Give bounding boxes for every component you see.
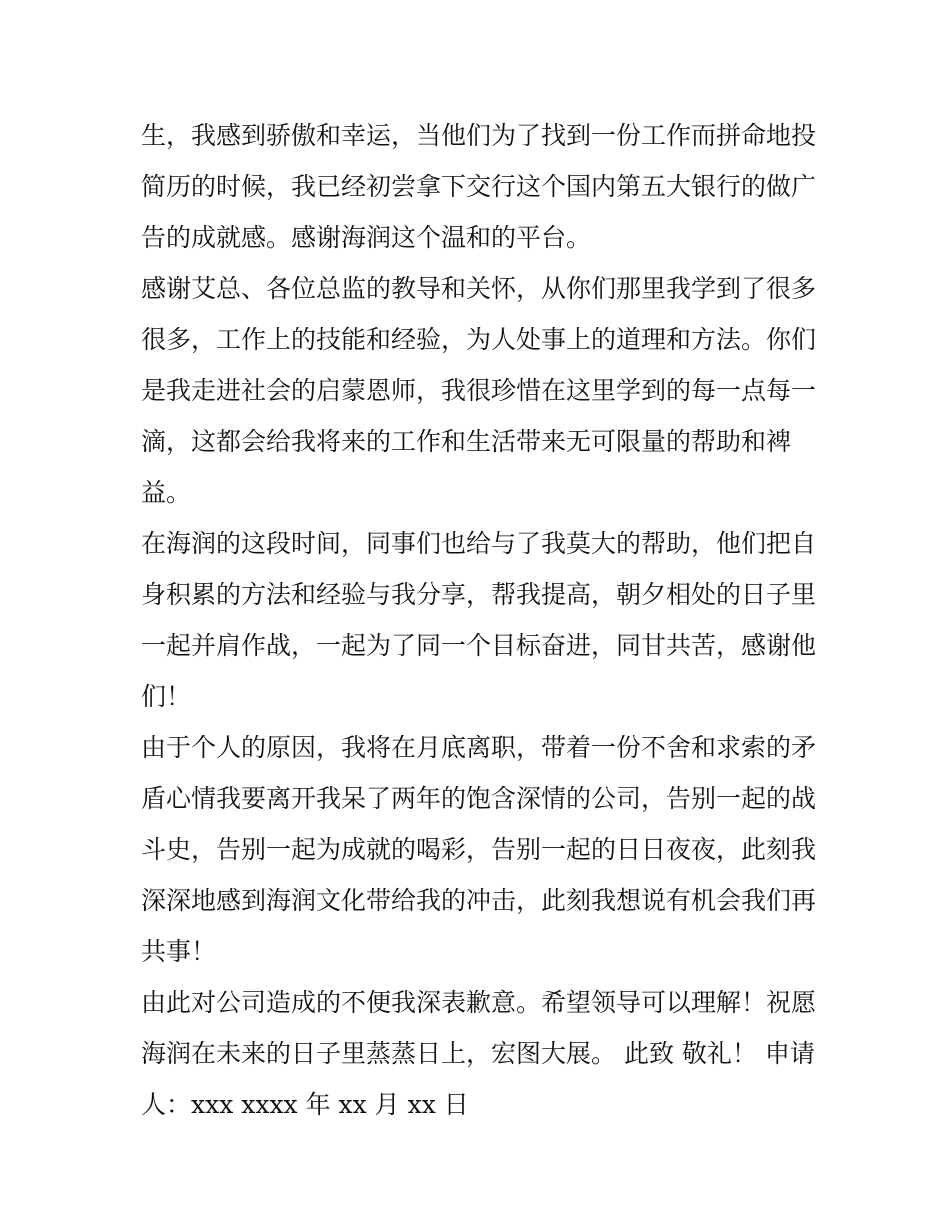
text-line: 感谢艾总、各位总监的教导和关怀，从你们那里我学到了很多 — [141, 274, 817, 303]
text-line: 滴，这都会给我将来的工作和生活带来无可限量的帮助和裨 — [141, 427, 792, 456]
text-line: 人：xxx xxxx 年 xx 月 xx 日 — [141, 1090, 469, 1119]
text-line: 深深地感到海润文化带给我的冲击，此刻我想说有机会我们再 — [141, 886, 817, 915]
text-line: 由此对公司造成的不便我深表歉意。希望领导可以理解！祝愿 — [141, 988, 817, 1017]
text-line: 一起并肩作战，一起为了同一个目标奋进，同甘共苦，感谢他 — [141, 631, 817, 660]
text-line: 简历的时候，我已经初尝拿下交行这个国内第五大银行的做广 — [141, 172, 817, 201]
text-line: 益。 — [141, 478, 192, 507]
text-line: 海润在未来的日子里蒸蒸日上，宏图大展。 此致 敬礼！ 申请 — [141, 1039, 815, 1068]
text-line: 共事！ — [141, 937, 217, 966]
text-line: 很多，工作上的技能和经验，为人处事上的道理和方法。你们 — [141, 325, 817, 354]
resignation-letter-body — [141, 110, 817, 1130]
text-line: 由于个人的原因，我将在月底离职，带着一份不舍和求索的矛 — [141, 733, 817, 762]
text-line: 身积累的方法和经验与我分享，帮我提高，朝夕相处的日子里 — [141, 580, 817, 609]
text-line: 是我走进社会的启蒙恩师，我很珍惜在这里学到的每一点每一 — [141, 376, 817, 405]
text-line: 们！ — [141, 682, 192, 711]
text-line: 在海润的这段时间，同事们也给与了我莫大的帮助，他们把自 — [141, 529, 817, 558]
text-line: 告的成就感。感谢海润这个温和的平台。 — [141, 223, 592, 252]
text-line: 斗史，告别一起为成就的喝彩，告别一起的日日夜夜，此刻我 — [141, 835, 817, 864]
text-line: 盾心情我要离开我呆了两年的饱含深情的公司，告别一起的战 — [141, 784, 817, 813]
text-line: 生，我感到骄傲和幸运，当他们为了找到一份工作而拼命地投 — [141, 121, 817, 150]
